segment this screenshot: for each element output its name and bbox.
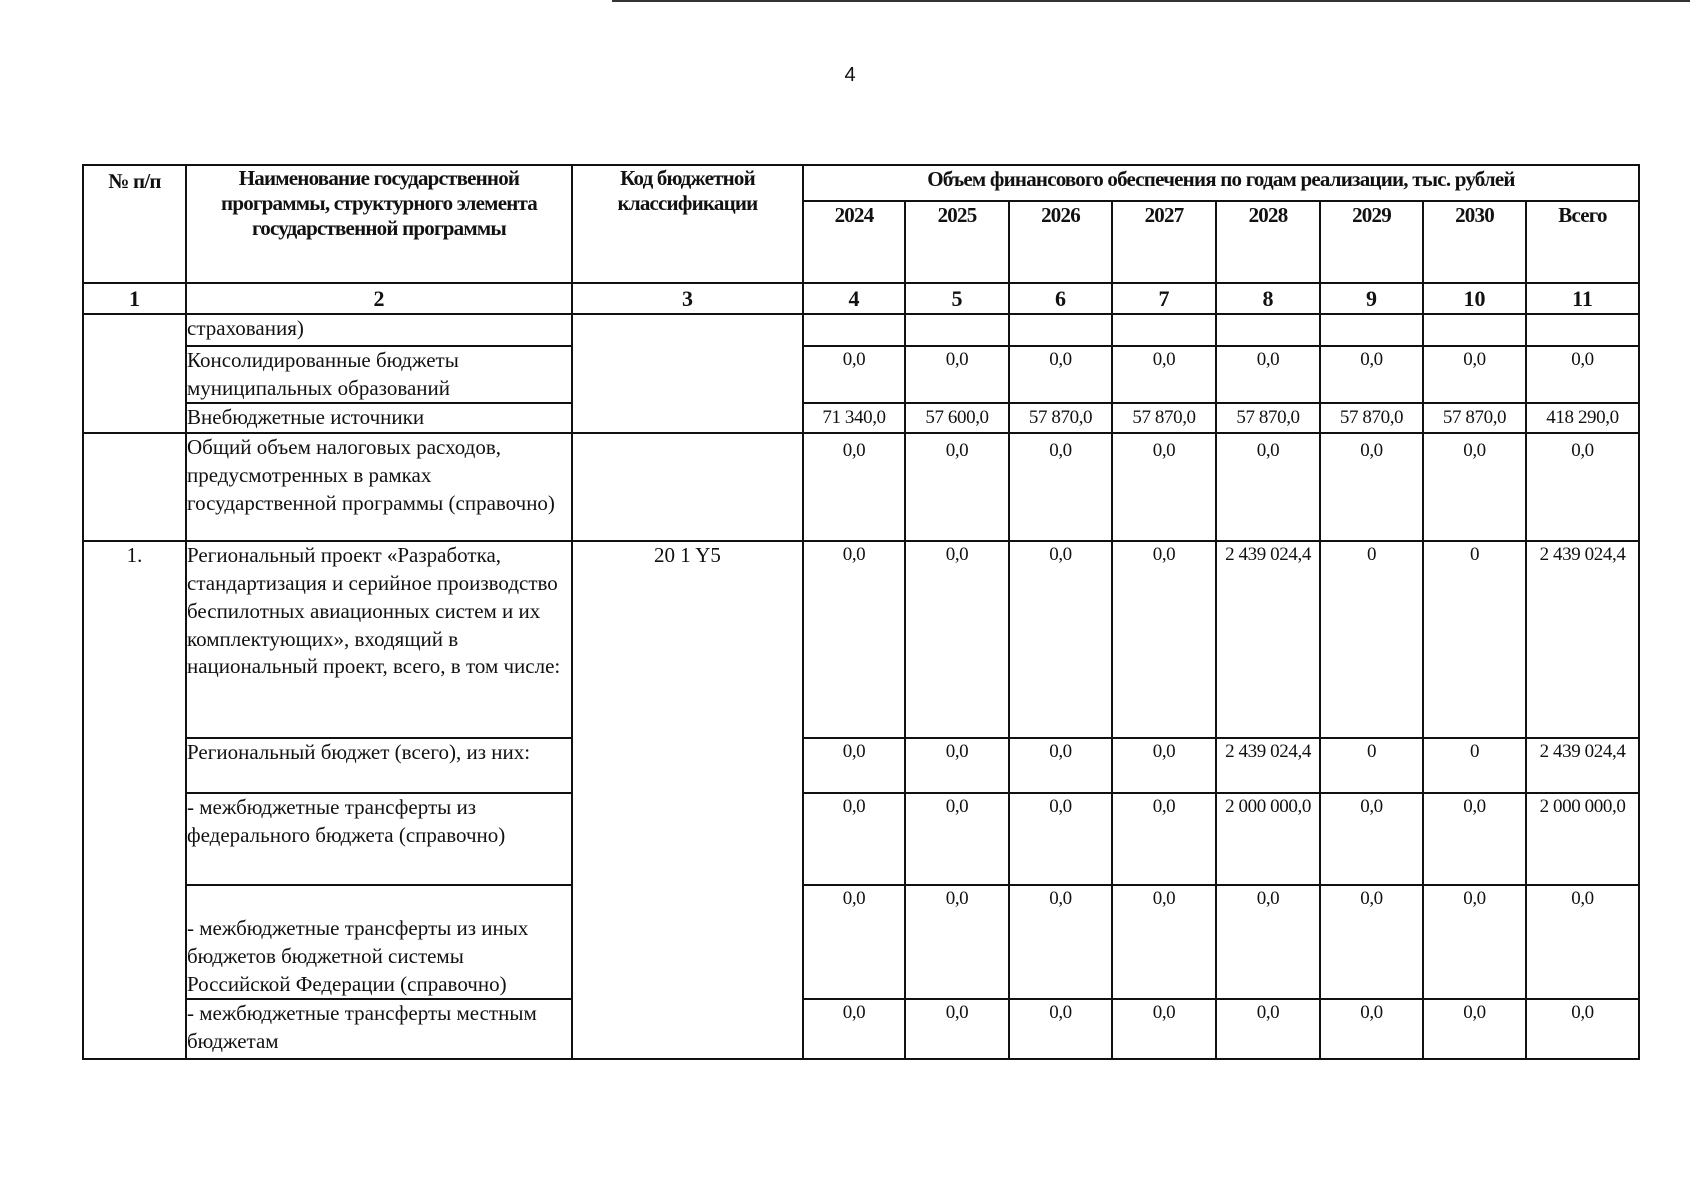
value-cell	[803, 314, 905, 346]
value-cell: 0,0	[1009, 885, 1112, 999]
value-cell: 0,0	[803, 346, 905, 403]
value-cell: 2 000 000,0	[1526, 793, 1639, 885]
value-cell: 0	[1423, 738, 1526, 793]
value-cell: 57 870,0	[1423, 403, 1526, 433]
value-cell: 0,0	[905, 738, 1009, 793]
value-cell: 0,0	[905, 346, 1009, 403]
row-name: Региональный проект «Разработка, стандартизация и серийное производство беспилотных авиационных систем и их комплектующих», входящий в национальный проект, всего, в том числе:	[186, 541, 572, 738]
column-number: 8	[1216, 283, 1320, 314]
table-row	[83, 403, 1639, 433]
column-number: 5	[905, 283, 1009, 314]
value-cell: 0,0	[905, 885, 1009, 999]
row-name: - межбюджетные трансферты местным бюджетам	[186, 999, 572, 1059]
financing-table	[82, 164, 1640, 1060]
value-cell: 0,0	[1320, 999, 1423, 1059]
value-cell: 0,0	[803, 793, 905, 885]
value-cell: 0,0	[1009, 346, 1112, 403]
row-name: Региональный бюджет (всего), из них:	[186, 738, 572, 793]
table-row	[83, 793, 1639, 885]
value-cell: 0,0	[1526, 885, 1639, 999]
row-name: Внебюджетные источники	[186, 403, 572, 433]
table-row	[83, 885, 1639, 999]
value-cell: 0,0	[1216, 999, 1320, 1059]
column-numbers-row	[83, 283, 1639, 314]
value-cell: 0,0	[803, 885, 905, 999]
value-cell: 2 000 000,0	[1216, 793, 1320, 885]
column-number: 9	[1320, 283, 1423, 314]
value-cell: 0,0	[1526, 999, 1639, 1059]
header-name: Наименование государственной программы, структурного элемента государственной программы	[186, 165, 572, 283]
value-cell: 0,0	[1009, 793, 1112, 885]
value-cell: 2 439 024,4	[1526, 738, 1639, 793]
row-name: Общий объем налоговых расходов, предусмотренных в рамках государственной программы (справочно)	[186, 433, 572, 541]
table-row	[83, 999, 1639, 1059]
value-cell: 0,0	[905, 541, 1009, 738]
row-code	[572, 433, 803, 541]
value-cell: 0,0	[1423, 999, 1526, 1059]
value-cell: 418 290,0	[1526, 403, 1639, 433]
value-cell: 0,0	[1216, 346, 1320, 403]
column-number: 2	[186, 283, 572, 314]
value-cell	[1320, 314, 1423, 346]
page-number: 4	[844, 64, 856, 86]
value-cell: 0,0	[905, 793, 1009, 885]
value-cell: 0,0	[1112, 738, 1216, 793]
value-cell: 0,0	[1320, 885, 1423, 999]
row-code	[572, 314, 803, 433]
value-cell: 0,0	[1112, 433, 1216, 541]
value-cell: 0,0	[1112, 999, 1216, 1059]
value-cell: 0,0	[1320, 346, 1423, 403]
row-name: страхования)	[186, 314, 572, 346]
header-year-2027: 2027	[1112, 201, 1216, 283]
header-code: Код бюджетной классификации	[572, 165, 803, 283]
row-number	[83, 314, 186, 433]
table-row	[83, 314, 1639, 346]
value-cell: 0,0	[905, 999, 1009, 1059]
row-name: - межбюджетные трансферты из иных бюджетов бюджетной системы Российской Федерации (справочно)	[186, 885, 572, 999]
column-number: 1	[83, 283, 186, 314]
header-year-2026: 2026	[1009, 201, 1112, 283]
table-row	[83, 541, 1639, 738]
top-rule	[612, 0, 1690, 2]
row-number: 1.	[83, 541, 186, 1059]
column-number: 3	[572, 283, 803, 314]
value-cell: 0,0	[1526, 346, 1639, 403]
value-cell: 0,0	[1320, 793, 1423, 885]
value-cell: 0	[1320, 541, 1423, 738]
header-total: Всего	[1526, 201, 1639, 283]
value-cell	[1112, 314, 1216, 346]
header-no: № п/п	[83, 165, 186, 283]
value-cell: 0,0	[1112, 793, 1216, 885]
table-row	[83, 346, 1639, 403]
row-code: 20 1 Y5	[572, 541, 803, 1059]
column-number: 10	[1423, 283, 1526, 314]
header-volume: Объем финансового обеспечения по годам реализации, тыс. рублей	[803, 165, 1639, 201]
value-cell: 57 870,0	[1320, 403, 1423, 433]
value-cell: 2 439 024,4	[1216, 738, 1320, 793]
value-cell: 2 439 024,4	[1526, 541, 1639, 738]
header-year-2029: 2029	[1320, 201, 1423, 283]
value-cell: 0,0	[1112, 541, 1216, 738]
value-cell: 0,0	[1009, 541, 1112, 738]
row-name: - межбюджетные трансферты из федерального бюджета (справочно)	[186, 793, 572, 885]
header-row-1	[83, 165, 1639, 201]
table-row	[83, 738, 1639, 793]
value-cell: 71 340,0	[803, 403, 905, 433]
value-cell: 57 870,0	[1112, 403, 1216, 433]
value-cell: 0,0	[803, 541, 905, 738]
value-cell: 0,0	[1423, 433, 1526, 541]
value-cell	[905, 314, 1009, 346]
value-cell: 0,0	[1009, 999, 1112, 1059]
value-cell: 0,0	[1112, 885, 1216, 999]
value-cell: 0,0	[905, 433, 1009, 541]
header-year-2025: 2025	[905, 201, 1009, 283]
header-year-2030: 2030	[1423, 201, 1526, 283]
value-cell: 0	[1320, 738, 1423, 793]
value-cell	[1216, 314, 1320, 346]
column-number: 7	[1112, 283, 1216, 314]
table-row	[83, 433, 1639, 541]
value-cell: 0,0	[1216, 885, 1320, 999]
row-number	[83, 433, 186, 541]
value-cell: 0,0	[1423, 793, 1526, 885]
value-cell: 0,0	[1423, 885, 1526, 999]
value-cell: 0,0	[1009, 738, 1112, 793]
value-cell: 0,0	[803, 999, 905, 1059]
value-cell: 2 439 024,4	[1216, 541, 1320, 738]
value-cell: 0,0	[1423, 346, 1526, 403]
value-cell	[1009, 314, 1112, 346]
header-year-2024: 2024	[803, 201, 905, 283]
value-cell: 57 870,0	[1009, 403, 1112, 433]
value-cell: 57 600,0	[905, 403, 1009, 433]
value-cell	[1423, 314, 1526, 346]
value-cell: 0,0	[1320, 433, 1423, 541]
value-cell: 0,0	[1526, 433, 1639, 541]
value-cell: 0,0	[803, 433, 905, 541]
header-year-2028: 2028	[1216, 201, 1320, 283]
value-cell: 0,0	[803, 738, 905, 793]
value-cell: 0,0	[1009, 433, 1112, 541]
value-cell: 0,0	[1216, 433, 1320, 541]
row-name: Консолидированные бюджеты муниципальных образований	[186, 346, 572, 403]
value-cell: 57 870,0	[1216, 403, 1320, 433]
column-number: 6	[1009, 283, 1112, 314]
value-cell	[1526, 314, 1639, 346]
column-number: 4	[803, 283, 905, 314]
value-cell: 0	[1423, 541, 1526, 738]
column-number: 11	[1526, 283, 1639, 314]
value-cell: 0,0	[1112, 346, 1216, 403]
